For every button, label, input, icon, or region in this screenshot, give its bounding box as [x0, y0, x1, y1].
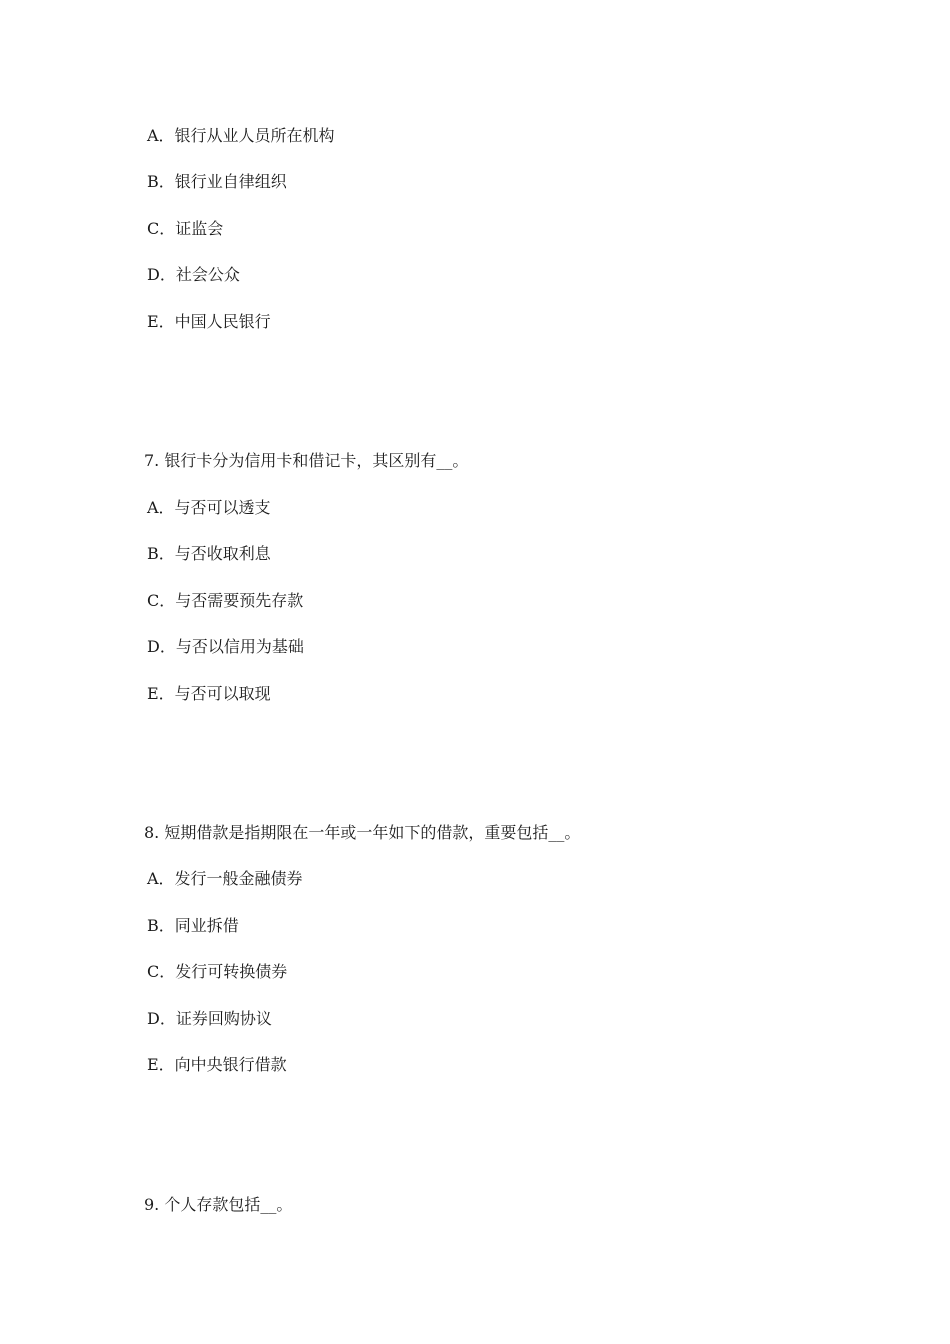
- q8-option-a: A．发行一般金融债券: [147, 869, 303, 888]
- q6-option-e: E．中国人民银行: [147, 312, 271, 331]
- q7-option-d: D．与否以信用为基础: [147, 637, 304, 656]
- q6-option-b: B．银行业自律组织: [147, 172, 287, 191]
- q7-stem: 7. 银行卡分为信用卡和借记卡，其区别有__。: [144, 451, 469, 470]
- q7-option-e: E．与否可以取现: [147, 684, 271, 703]
- q9-stem: 9. 个人存款包括__。: [144, 1195, 293, 1214]
- q7-option-a: A．与否可以透支: [147, 498, 271, 517]
- q8-option-e: E．向中央银行借款: [147, 1055, 287, 1074]
- q8-option-c: C．发行可转换债券: [147, 962, 288, 981]
- q7-option-b: B．与否收取利息: [147, 544, 271, 563]
- q6-option-a: A．银行从业人员所在机构: [147, 126, 335, 145]
- q6-option-c: C．证监会: [147, 219, 224, 238]
- q7-option-c: C．与否需要预先存款: [147, 591, 304, 610]
- q8-option-b: B．同业拆借: [147, 916, 239, 935]
- q8-option-d: D．证券回购协议: [147, 1009, 272, 1028]
- q8-stem: 8. 短期借款是指期限在一年或一年如下的借款，重要包括__。: [144, 823, 581, 842]
- q6-option-d: D．社会公众: [147, 265, 240, 284]
